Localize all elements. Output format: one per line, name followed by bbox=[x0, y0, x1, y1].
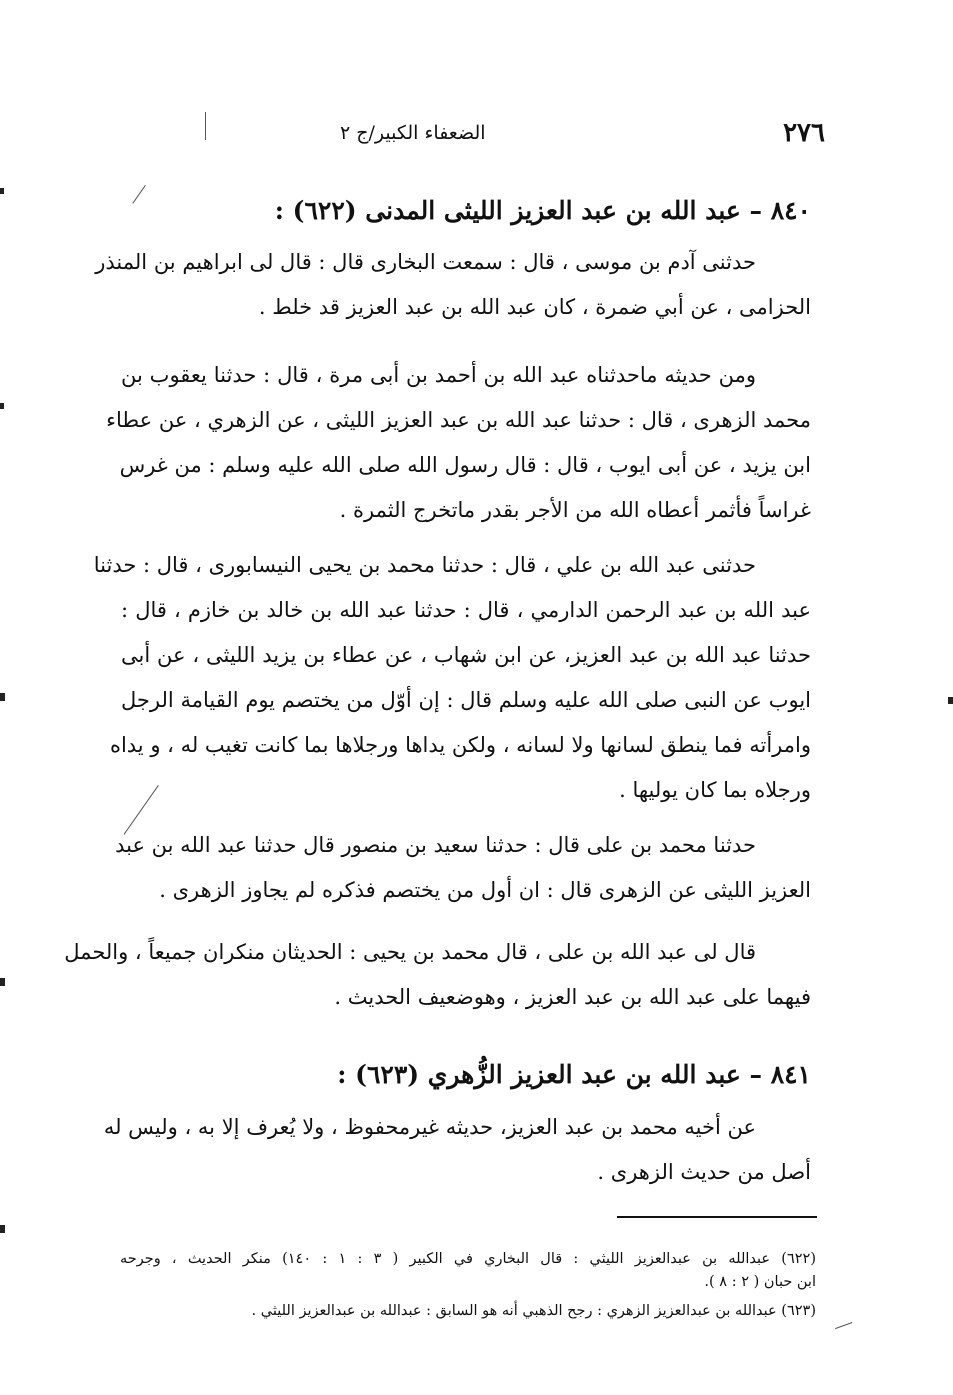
entry-840-paragraph-1 bbox=[95, 240, 811, 330]
text-line: وامرأته فما ينطق لسانها ولا لسانه ، ولكن يداها ورجلاها بما كانت تغيب له ، و يداه bbox=[109, 733, 811, 757]
text-line: الحزامى ، عن أبي ضمرة ، كان عبد الله بن عبد العزيز قد خلط . bbox=[258, 295, 811, 319]
scan-edge-mark bbox=[0, 403, 4, 409]
entry-840-paragraph-2 bbox=[106, 353, 811, 533]
text-line: ابن يزيد ، عن أبى ايوب ، قال : قال رسول الله صلى الله عليه وسلم : من غرس bbox=[119, 453, 811, 477]
entry-841-heading: ٨٤١ – عبد الله بن عبد العزيز الزُّهري (٦٢٣) : bbox=[337, 1060, 811, 1089]
text-line: أصل من حديث الزهرى . bbox=[597, 1160, 811, 1184]
text-line: عبد الله بن عبد الرحمن الدارمي ، قال : حدثنا عبد الله بن خالد بن خازم ، قال : bbox=[121, 598, 811, 622]
scan-edge-mark bbox=[948, 697, 953, 704]
entry-840-paragraph-3 bbox=[93, 543, 811, 813]
entry-840-paragraph-4 bbox=[115, 823, 811, 913]
text-line: فيهما على عبد الله بن عبد العزيز ، وهوضعيف الحديث . bbox=[334, 985, 811, 1009]
entry-840-paragraph-5 bbox=[64, 930, 811, 1020]
stray-pen-stroke bbox=[205, 112, 206, 140]
text-line: حدثنى عبد الله بن علي ، قال : حدثنا محمد بن يحيى النيسابورى ، قال : حدثنا bbox=[93, 553, 756, 577]
stray-pen-stroke bbox=[835, 1322, 852, 1329]
footnote-623 bbox=[120, 1300, 816, 1323]
text-line: عن أخيه محمد بن عبد العزيز، حديثه غيرمحفوظ ، ولا يُعرف إلا به ، وليس له bbox=[103, 1115, 756, 1139]
text-line: غراساً فأثمر أعطاه الله من الأجر بقدر ماتخرج الثمرة . bbox=[339, 498, 811, 522]
entry-841-paragraph-1 bbox=[103, 1105, 811, 1195]
footnote-622 bbox=[120, 1248, 816, 1294]
text-line: العزيز الليثى عن الزهرى قال : ان أول من يختصم فذكره لم يجاوز الزهرى . bbox=[159, 878, 811, 902]
text-line: حدثنى آدم بن موسى ، قال : سمعت البخارى قال : قال لى ابراهيم بن المنذر bbox=[95, 250, 756, 274]
scan-edge-mark bbox=[0, 693, 5, 701]
page-number: ٢٧٦ bbox=[783, 118, 825, 148]
scan-edge-mark bbox=[0, 188, 4, 194]
text-line: ومن حديثه ماحدثناه عبد الله بن أحمد بن أبى مرة ، قال : حدثنا يعقوب بن bbox=[121, 363, 756, 387]
text-line: محمد الزهرى ، قال : حدثنا عبد الله بن عبد العزيز الليثى ، عن الزهري ، عن عطاء bbox=[106, 408, 811, 432]
footnote-line: (٦٢٢) عبدالله بن عبدالعزيز الليثي : قال البخاري في الكبير ( ٣ : ١ : ١٤٠) منكر الحديث ، وجرحه bbox=[120, 1251, 816, 1267]
entry-840-heading: ٨٤٠ – عبد الله بن عبد العزيز الليثى المدنى (٦٢٢) : bbox=[274, 196, 811, 225]
text-line: حدثنا عبد الله بن عبد العزيز، عن ابن شهاب ، عن عطاء بن يزيد الليثى ، عن أبى bbox=[121, 643, 811, 667]
text-line: حدثنا محمد بن على قال : حدثنا سعيد بن منصور قال حدثنا عبد الله بن عبد bbox=[115, 833, 756, 857]
footnote-separator bbox=[617, 1216, 817, 1218]
footnote-line: (٦٢٣) عبدالله بن عبدالعزيز الزهري : رجح الذهبي أنه هو السابق : عبدالله بن عبدالعزيز الليثي . bbox=[251, 1303, 816, 1319]
stray-pen-stroke bbox=[132, 185, 145, 204]
text-line: ايوب عن النبى صلى الله عليه وسلم قال : إن أوّل من يختصم يوم القيامة الرجل bbox=[121, 688, 811, 712]
page-header bbox=[340, 118, 825, 148]
running-title: الضعفاء الكبير/ج ٢ bbox=[340, 122, 486, 144]
footnote-line: ابن حبان ( ٢ : ٨ ). bbox=[704, 1274, 816, 1290]
scan-edge-mark bbox=[0, 1225, 5, 1233]
scan-edge-mark bbox=[0, 978, 5, 986]
text-line: ورجلاه بما كان يوليها . bbox=[619, 778, 811, 802]
text-line: قال لى عبد الله بن على ، قال محمد بن يحيى : الحديثان منكران جميعاً ، والحمل bbox=[64, 940, 756, 964]
